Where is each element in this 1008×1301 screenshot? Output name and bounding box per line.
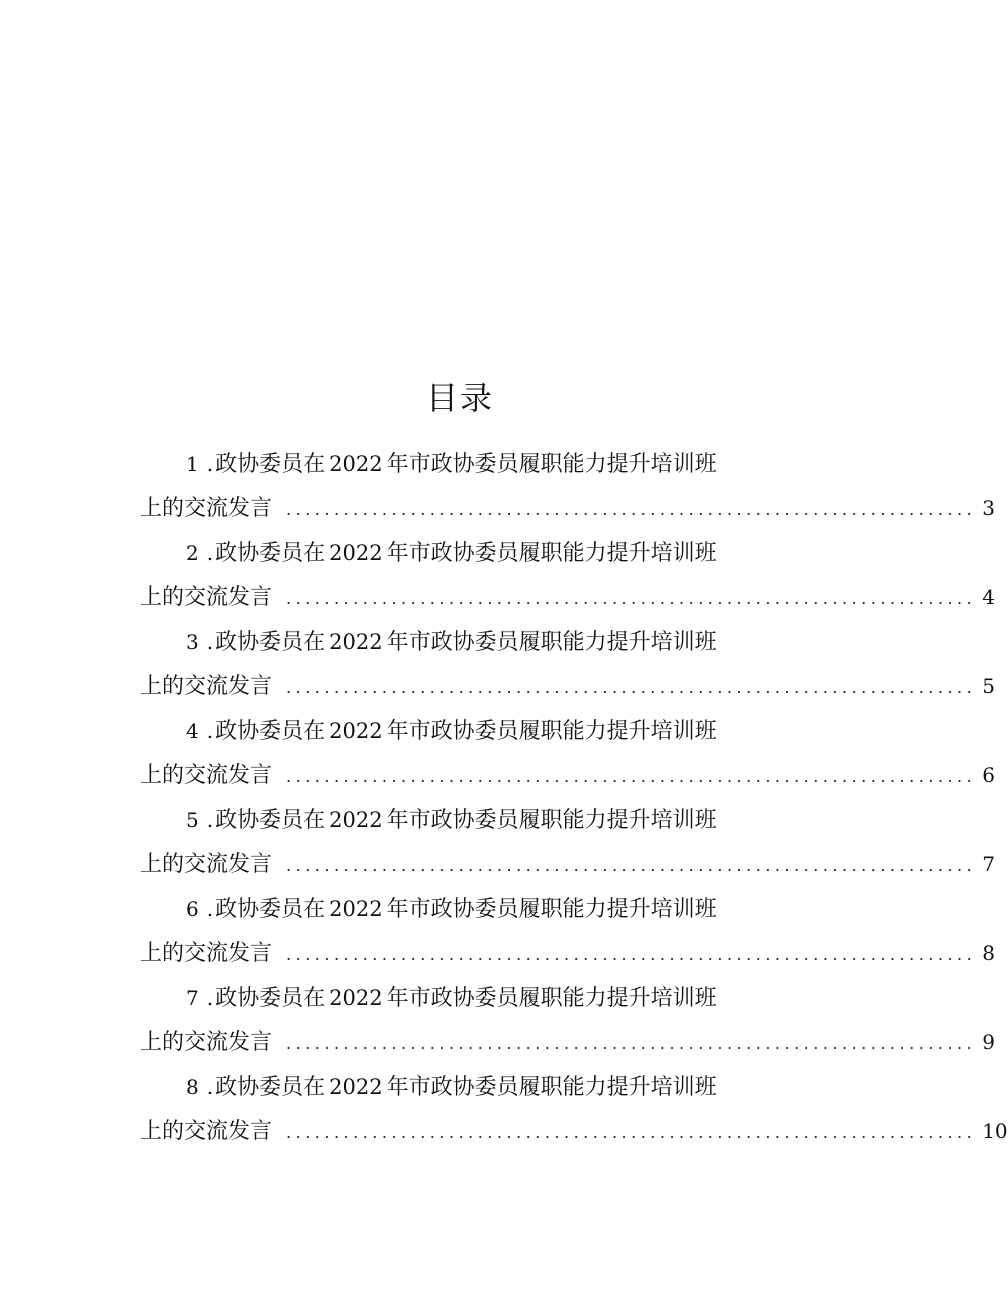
- toc-entry-8[interactable]: 8 .政协委员在 2022 年市政协委员履职能力提升培训班 上的交流发言 ........................................................................ 10: [140, 1065, 785, 1154]
- entry-title-end: 年市政协委员履职能力提升培训班: [386, 808, 717, 833]
- entry-title-continued: 上的交流发言: [140, 1030, 273, 1055]
- toc-entry-2[interactable]: 2 .政协委员在 2022 年市政协委员履职能力提升培训班 上的交流发言 ........................................................................ 4: [140, 531, 785, 620]
- entry-title-end: 年市政协委员履职能力提升培训班: [386, 630, 717, 655]
- entry-year: 2022: [329, 541, 383, 565]
- entry-year: 2022: [329, 808, 383, 832]
- entry-dot: .: [206, 986, 214, 1010]
- entry-title-continued: 上的交流发言: [140, 496, 273, 521]
- entry-dot: .: [206, 897, 214, 921]
- entry-title-start: 政协委员在: [215, 986, 326, 1011]
- entry-title-start: 政协委员在: [215, 452, 326, 477]
- toc-entry-5[interactable]: 5 .政协委员在 2022 年市政协委员履职能力提升培训班 上的交流发言 ........................................................................ 7: [140, 798, 785, 887]
- entry-title-start: 政协委员在: [215, 541, 326, 566]
- dot-leader: ........................................................................: [286, 500, 977, 519]
- entry-number: 6: [186, 897, 199, 921]
- entry-dot: .: [206, 719, 214, 743]
- entry-title-end: 年市政协委员履职能力提升培训班: [386, 1075, 717, 1100]
- entry-year: 2022: [329, 630, 383, 654]
- dot-leader: ........................................................................: [286, 945, 977, 964]
- entry-title-start: 政协委员在: [215, 808, 326, 833]
- dot-leader: ........................................................................: [286, 1123, 977, 1142]
- dot-leader: ........................................................................: [286, 856, 977, 875]
- entry-title-end: 年市政协委员履职能力提升培训班: [386, 897, 717, 922]
- entry-title-start: 政协委员在: [215, 630, 326, 655]
- entry-number: 8: [186, 1075, 199, 1099]
- dot-leader: ........................................................................: [286, 767, 977, 786]
- dot-leader: ........................................................................: [286, 1034, 977, 1053]
- entry-title-end: 年市政协委员履职能力提升培训班: [386, 541, 717, 566]
- entry-dot: .: [206, 630, 214, 654]
- entry-dot: .: [206, 541, 214, 565]
- entry-title-continued: 上的交流发言: [140, 852, 273, 877]
- entry-year: 2022: [329, 986, 383, 1010]
- entry-title-continued: 上的交流发言: [140, 585, 273, 610]
- entry-title-continued: 上的交流发言: [140, 763, 273, 788]
- toc-entry-1[interactable]: 1 .政协委员在 2022 年市政协委员履职能力提升培训班 上的交流发言 ........................................................................ 3: [140, 442, 785, 531]
- entry-title-continued: 上的交流发言: [140, 1119, 273, 1144]
- dot-leader: ........................................................................: [286, 589, 977, 608]
- entry-number: 3: [186, 630, 199, 654]
- toc-entry-3[interactable]: 3 .政协委员在 2022 年市政协委员履职能力提升培训班 上的交流发言 ........................................................................ 5: [140, 620, 785, 709]
- entry-title-start: 政协委员在: [215, 1075, 326, 1100]
- dot-leader: ........................................................................: [286, 678, 977, 697]
- entry-year: 2022: [329, 1075, 383, 1099]
- entry-title-continued: 上的交流发言: [140, 674, 273, 699]
- entry-dot: .: [206, 808, 214, 832]
- entry-title-continued: 上的交流发言: [140, 941, 273, 966]
- entry-year: 2022: [329, 719, 383, 743]
- toc-entry-6[interactable]: 6 .政协委员在 2022 年市政协委员履职能力提升培训班 上的交流发言 ........................................................................ 8: [140, 887, 785, 976]
- entry-year: 2022: [329, 897, 383, 921]
- toc-entry-4[interactable]: 4 .政协委员在 2022 年市政协委员履职能力提升培训班 上的交流发言 ........................................................................ 6: [140, 709, 785, 798]
- entry-number: 2: [186, 541, 199, 565]
- entry-year: 2022: [329, 452, 383, 476]
- entry-number: 4: [186, 719, 199, 743]
- table-of-contents: [140, 442, 1008, 1154]
- entry-dot: .: [206, 452, 214, 476]
- entry-title-end: 年市政协委员履职能力提升培训班: [386, 719, 717, 744]
- entry-number: 1: [186, 452, 199, 476]
- entry-title-start: 政协委员在: [215, 719, 326, 744]
- toc-title: 目录: [425, 379, 494, 417]
- entry-number: 5: [186, 808, 199, 832]
- entry-title-start: 政协委员在: [215, 897, 326, 922]
- toc-entry-7[interactable]: 7 .政协委员在 2022 年市政协委员履职能力提升培训班 上的交流发言 ........................................................................ 9: [140, 976, 785, 1065]
- entry-title-end: 年市政协委员履职能力提升培训班: [386, 452, 717, 477]
- entry-dot: .: [206, 1075, 214, 1099]
- entry-title-end: 年市政协委员履职能力提升培训班: [386, 986, 717, 1011]
- entry-number: 7: [186, 986, 199, 1010]
